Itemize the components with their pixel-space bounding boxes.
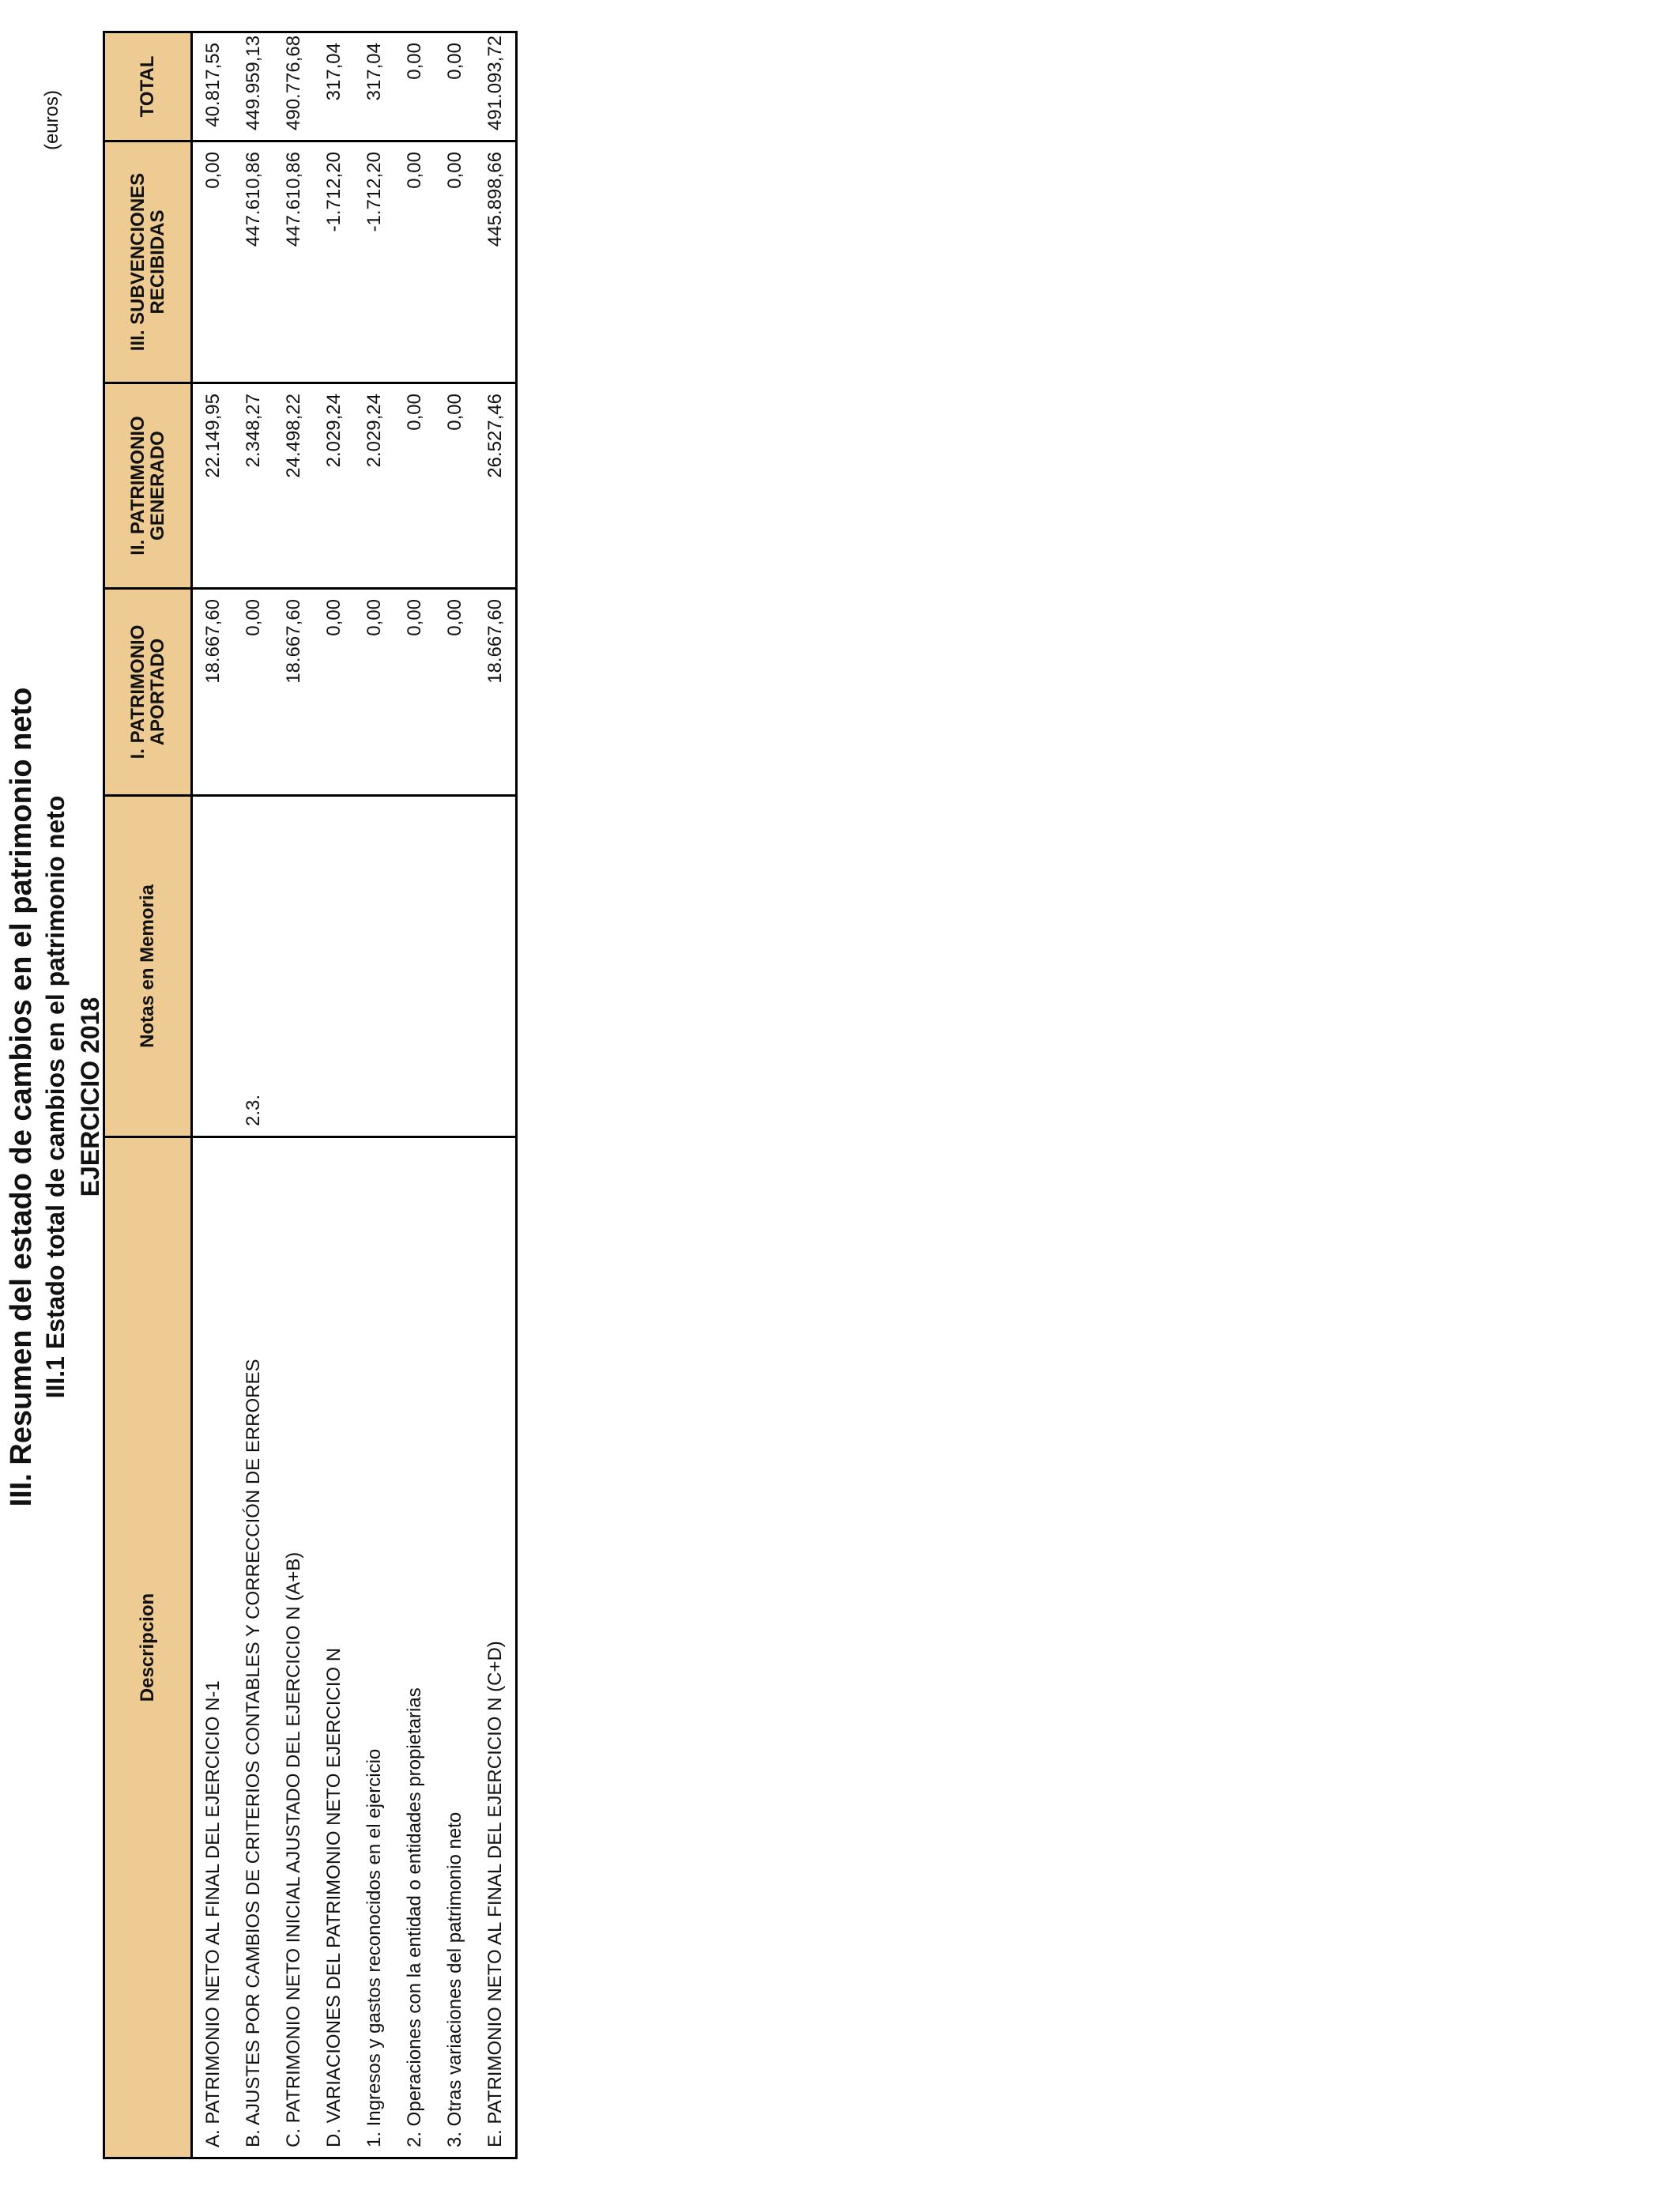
row-generado: 0,00 xyxy=(435,383,475,589)
row-generado: 24.498,22 xyxy=(273,383,314,589)
row-description: B. AJUSTES POR CAMBIOS DE CRITERIOS CONTABLES Y CORRECCIÓN DE ERRORES xyxy=(233,1137,273,2158)
table-row xyxy=(435,32,475,2158)
page-subtitle: III.1 Estado total de cambios en el patrimonio neto xyxy=(41,795,70,1399)
row-total: 317,04 xyxy=(314,32,354,141)
row-subvenciones: 0,00 xyxy=(435,141,475,383)
header-total: TOTAL xyxy=(104,32,192,141)
row-description: D. VARIACIONES DEL PATRIMONIO NETO EJERCICIO N xyxy=(314,1137,354,2158)
row-notes xyxy=(354,796,394,1137)
row-notes xyxy=(475,796,517,1137)
row-subvenciones: 445.898,66 xyxy=(475,141,517,383)
table-row xyxy=(314,32,354,2158)
row-total: 40.817,55 xyxy=(192,32,234,141)
row-description: 3. Otras variaciones del patrimonio neto xyxy=(435,1137,475,2158)
row-subvenciones: -1.712,20 xyxy=(354,141,394,383)
row-generado: 2.029,24 xyxy=(354,383,394,589)
row-total: 449.959,13 xyxy=(233,32,273,141)
row-generado: 0,00 xyxy=(394,383,435,589)
row-aportado: 18.667,60 xyxy=(273,589,314,796)
table-row xyxy=(475,32,517,2158)
row-aportado: 0,00 xyxy=(394,589,435,796)
row-total: 490.776,68 xyxy=(273,32,314,141)
header-notas: Notas en Memoria xyxy=(104,796,192,1137)
row-notes xyxy=(435,796,475,1137)
row-description: 1. Ingresos y gastos reconocidos en el ejercicio xyxy=(354,1137,394,2158)
page-title: III. Resumen del estado de cambios en el patrimonio neto xyxy=(5,687,38,1507)
table-row xyxy=(394,32,435,2158)
row-aportado: 0,00 xyxy=(354,589,394,796)
row-generado: 22.149,95 xyxy=(192,383,234,589)
row-notes xyxy=(314,796,354,1137)
row-description: A. PATRIMONIO NETO AL FINAL DEL EJERCICIO N-1 xyxy=(192,1137,234,2158)
fiscal-year: EJERCICIO 2018 xyxy=(76,997,104,1197)
header-descripcion: Descripcion xyxy=(104,1137,192,2158)
row-subvenciones: 0,00 xyxy=(192,141,234,383)
header-patrimonio-generado: II. PATRIMONIO GENERADO xyxy=(104,383,192,589)
row-description: C. PATRIMONIO NETO INICIAL AJUSTADO DEL EJERCICIO N (A+B) xyxy=(273,1137,314,2158)
row-generado: 2.348,27 xyxy=(233,383,273,589)
row-notes xyxy=(394,796,435,1137)
table-row xyxy=(233,32,273,2158)
row-subvenciones: 0,00 xyxy=(394,141,435,383)
header-subvenciones-recibidas: III. SUBVENCIONES RECIBIDAS xyxy=(104,141,192,383)
row-total: 491.093,72 xyxy=(475,32,517,141)
row-notes: 2.3. xyxy=(233,796,273,1137)
row-subvenciones: -1.712,20 xyxy=(314,141,354,383)
row-description: E. PATRIMONIO NETO AL FINAL DEL EJERCICIO N (C+D) xyxy=(475,1137,517,2158)
row-notes xyxy=(273,796,314,1137)
row-total: 0,00 xyxy=(394,32,435,141)
row-aportado: 0,00 xyxy=(435,589,475,796)
table-header-row xyxy=(104,32,192,2158)
table-row xyxy=(273,32,314,2158)
header-patrimonio-aportado: I. PATRIMONIO APORTADO xyxy=(104,589,192,796)
table-row xyxy=(192,32,234,2158)
row-description: 2. Operaciones con la entidad o entidades propietarias xyxy=(394,1137,435,2158)
row-generado: 2.029,24 xyxy=(314,383,354,589)
table-row xyxy=(354,32,394,2158)
row-aportado: 18.667,60 xyxy=(475,589,517,796)
row-aportado: 0,00 xyxy=(233,589,273,796)
row-subvenciones: 447.610,86 xyxy=(233,141,273,383)
row-total: 0,00 xyxy=(435,32,475,141)
row-generado: 26.527,46 xyxy=(475,383,517,589)
row-total: 317,04 xyxy=(354,32,394,141)
equity-changes-table xyxy=(103,31,518,2159)
row-notes xyxy=(192,796,234,1137)
row-aportado: 0,00 xyxy=(314,589,354,796)
currency-note: (euros) xyxy=(41,90,62,151)
row-subvenciones: 447.610,86 xyxy=(273,141,314,383)
row-aportado: 18.667,60 xyxy=(192,589,234,796)
